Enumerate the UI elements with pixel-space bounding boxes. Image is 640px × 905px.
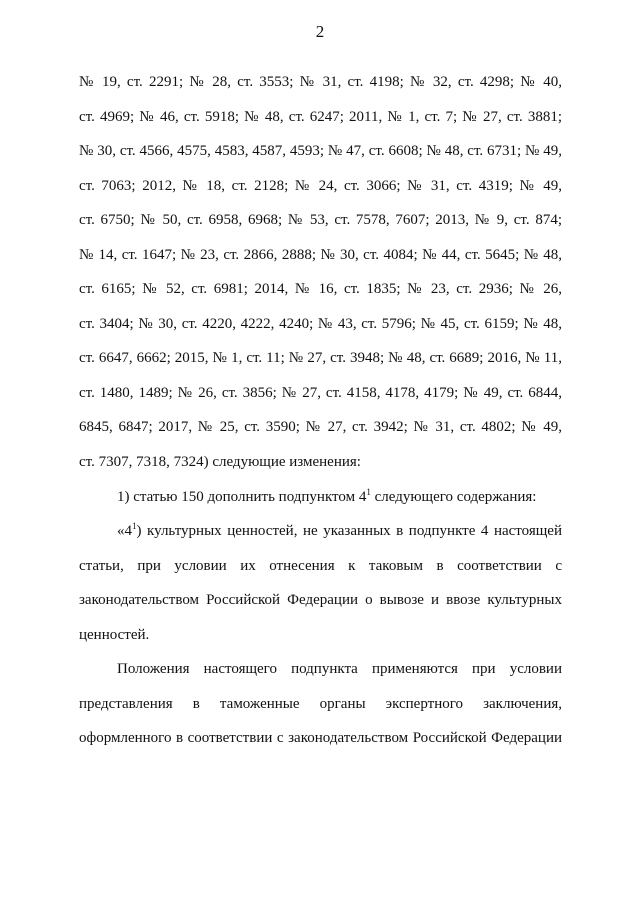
citation-line: № 30, ст. 4566, 4575, 4583, 4587, 4593; № 47, ст. 6608; № 48, ст. 6731; № 49, (79, 143, 562, 159)
paragraph-line: оформленного в соответствии с законодательством Российской Федерации (79, 730, 562, 746)
citation-line: ст. 4969; № 46, ст. 5918; № 48, ст. 6247; 2011, № 1, ст. 7; № 27, ст. 3881; (79, 109, 562, 125)
quote-open: «4 (117, 523, 132, 539)
citation-line: ст. 7307, 7318, 7324) следующие изменения: (79, 454, 361, 470)
quote-line: ценностей. (79, 627, 150, 643)
citation-line: ст. 3404; № 30, ст. 4220, 4222, 4240; № 43, ст. 5796; № 45, ст. 6159; № 48, (79, 316, 562, 332)
citation-line: ст. 6647, 6662; 2015, № 1, ст. 11; № 27, ст. 3948; № 48, ст. 6689; 2016, № 11, (79, 350, 562, 366)
citation-line: 6845, 6847; 2017, № 25, ст. 3590; № 27, ст. 3942; № 31, ст. 4802; № 49, (79, 419, 562, 435)
item-text-before: 1) статью 150 дополнить подпунктом 4 (117, 489, 367, 505)
citation-line: ст. 6165; № 52, ст. 6981; 2014, № 16, ст. 1835; № 23, ст. 2936; № 26, (79, 281, 562, 297)
quote-line: законодательством Российской Федерации о вывозе и ввозе культурных (79, 592, 562, 608)
item-superscript: 1 (366, 487, 371, 497)
page-number: 2 (315, 22, 325, 41)
paragraph-line: представления в таможенные органы экспертного заключения, (79, 696, 562, 712)
quote-line (117, 521, 562, 541)
citation-line: № 19, ст. 2291; № 28, ст. 3553; № 31, ст. 4198; № 32, ст. 4298; № 40, (79, 74, 562, 90)
citation-line: ст. 7063; 2012, № 18, ст. 2128; № 24, ст. 3066; № 31, ст. 4319; № 49, (79, 178, 562, 194)
paragraph-line: Положения настоящего подпункта применяются при условии (117, 661, 562, 677)
citation-line: № 14, ст. 1647; № 23, ст. 2866, 2888; № 30, ст. 4084; № 44, ст. 5645; № 48, (79, 247, 562, 263)
citation-line: ст. 6750; № 50, ст. 6958, 6968; № 53, ст. 7578, 7607; 2013, № 9, ст. 874; (79, 212, 562, 228)
quote-line-rest: ) культурных ценностей, не указанных в подпункте 4 настоящей (136, 523, 562, 539)
quote-line: статьи, при условии их отнесения к таковым в соответствии с (79, 558, 562, 574)
item-text-after: следующего содержания: (370, 489, 537, 505)
citation-line: ст. 1480, 1489; № 26, ст. 3856; № 27, ст. 4158, 4178, 4179; № 49, ст. 6844, (79, 385, 562, 401)
amendment-item-1 (117, 487, 562, 507)
quote-superscript: 1 (132, 521, 137, 531)
